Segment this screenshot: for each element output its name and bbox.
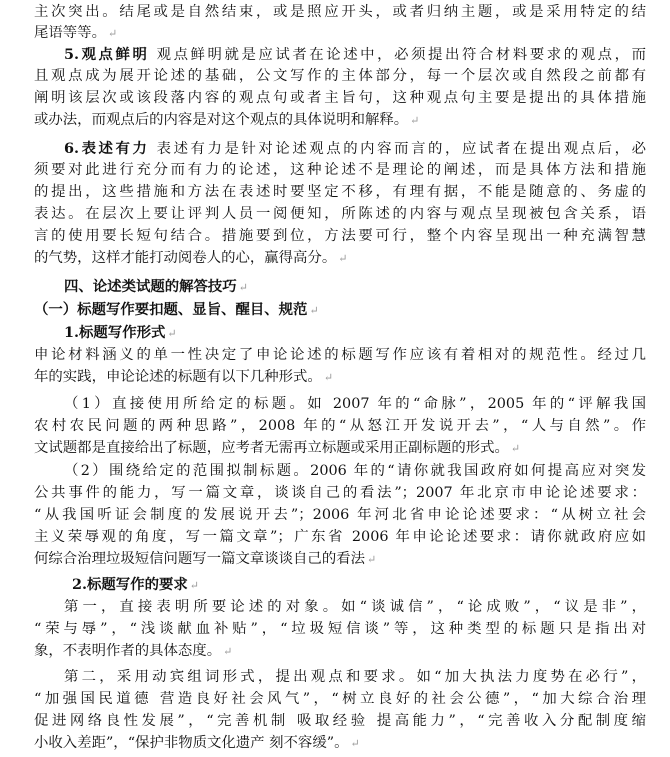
- paragraph-mark: ↵: [167, 327, 177, 340]
- line-text: “从我国听证会制度的发展说开去”；2006 年河北省申论论述要求：“从树立社会: [34, 507, 646, 523]
- section-heading: [34, 301, 646, 318]
- line-text: 促进网络良性发展”，“完善机制 吸取经验 提高能力”，“完善收入分配制度缩: [34, 713, 646, 729]
- line-text: 年的实践，申论论述的标题有以下几种形式。: [34, 369, 322, 385]
- section-heading: [64, 324, 646, 341]
- text-line: [34, 691, 646, 708]
- paragraph-mark: ↵: [367, 553, 377, 566]
- line-text: “加强国民道德 营造良好社会风气”，“树立良好的社会公德”，“加大综合治理: [34, 691, 646, 707]
- line-text: 的气势，这样才能打动阅卷人的心，赢得高分。: [34, 250, 337, 266]
- line-text: 表述有力是针对论述观点的内容而言的，应试者在提出观点后，必: [149, 141, 647, 157]
- text-line: [34, 112, 646, 129]
- line-text: 公共事件的能力，写一篇文章，谈谈自己的看法”；2007 年北京市申论论述要求：: [34, 485, 646, 501]
- text-line: [34, 440, 646, 457]
- paragraph-mark: ↵: [350, 737, 360, 750]
- line-text: 2.标题写作的要求: [72, 576, 188, 593]
- text-line: [34, 347, 646, 364]
- line-text: （2）围绕给定的范围拟制标题。2006 年的“请你就我国政府如何提高应对突发: [64, 463, 646, 479]
- line-text: 阐明该层次或该段落内容的观点句或者主旨句，这种观点句主要是提出的具体措施: [34, 90, 646, 106]
- paragraph-mark: ↵: [410, 114, 420, 127]
- line-text: 小收入差距”，“保护非物质文化遗产 刻不容缓”。: [34, 735, 349, 751]
- line-text: 文试题都是直接给出了标题，应考者无需再立标题或采用正副标题的形式。: [34, 440, 509, 456]
- line-text: 观点鲜明就是应试者在论述中，必须提出符合材料要求的观点，而: [149, 47, 647, 63]
- text-line: [34, 643, 646, 660]
- line-text: 四、论述类试题的解答技巧: [64, 278, 237, 295]
- text-line: [34, 68, 646, 85]
- text-line: [64, 669, 646, 686]
- text-line: [34, 162, 646, 179]
- line-text: 表达。在层次上要让评判人员一阅便知，所陈述的内容与观点呈现被包含关系，语: [34, 206, 646, 222]
- paragraph-mark: ↵: [107, 27, 118, 40]
- text-line: [34, 250, 646, 267]
- line-text: 农村农民问题的两种思路”，2008 年的“从怒江开发说开去”，“人与自然”。作: [34, 418, 646, 434]
- section-heading: [72, 576, 646, 593]
- text-line: [34, 529, 646, 546]
- paragraph-mark: ↵: [323, 371, 334, 384]
- text-line: [64, 46, 646, 63]
- text-line: [64, 463, 646, 480]
- line-text: 的提出，这些措施和方法在表述时要坚定不移，有理有据，不能是随意的、务虚的: [34, 184, 646, 200]
- line-text: 1.标题写作形式: [64, 324, 166, 341]
- text-line: [34, 4, 646, 21]
- line-text: （1）直接使用所给定的标题。如 2007 年的“命脉”，2005 年的“评解我国: [64, 396, 646, 412]
- line-text: “荣与辱”，“浅谈献血补贴”，“垃圾短信谈”等，这种类型的标题只是指出对: [34, 621, 646, 637]
- text-line: [64, 396, 646, 413]
- text-line: [34, 184, 646, 201]
- line-text: 主次突出。结尾或是自然结束，或是照应开头，或者归纳主题，或是采用特定的结: [34, 4, 646, 20]
- paragraph-mark: ↵: [510, 442, 521, 455]
- paragraph-mark: ↵: [309, 304, 319, 317]
- text-line: [34, 418, 646, 435]
- text-line: [34, 369, 646, 386]
- text-line: [34, 621, 646, 638]
- text-line: [34, 551, 646, 568]
- text-line: [34, 485, 646, 502]
- line-text: 须要对此进行充分而有力的论述，这种论述不是理论的阐述，而是具体方法和措施: [34, 162, 646, 178]
- paragraph-lead: 6.表述有力: [64, 140, 150, 157]
- paragraph-mark: ↵: [238, 281, 248, 294]
- text-line: [34, 206, 646, 223]
- line-text: 申论材料涵义的单一性决定了申论论述的标题写作应该有着相对的规范性。经过几: [34, 347, 646, 363]
- text-line: [34, 228, 646, 245]
- text-line: [34, 25, 646, 42]
- line-text: 或办法，而观点后的内容是对这个观点的具体说明和解释。: [34, 112, 409, 128]
- line-text: 尾语等等。: [34, 25, 106, 41]
- line-text: （一）标题写作要扣题、显旨、醒目、规范: [34, 301, 308, 318]
- paragraph-lead: 5.观点鲜明: [64, 46, 150, 63]
- line-text: 第一，直接表明所要论述的对象。如“谈诚信”，“论成败”，“议是非”，: [64, 599, 646, 615]
- line-text: 主义荣辱观的角度，写一篇文章”；广东省 2006 年申论论述要求：请你就政府应如: [34, 529, 646, 545]
- line-text: 第二，采用动宾组词形式，提出观点和要求。如“加大执法力度势在必行”，: [64, 669, 646, 685]
- paragraph-mark: ↵: [338, 252, 348, 265]
- section-heading: [64, 278, 646, 295]
- line-text: 且观点成为展开论述的基础，公文写作的主体部分，每一个层次或自然段之前都有: [34, 68, 646, 84]
- paragraph-mark: ↵: [189, 579, 199, 592]
- text-line: [34, 90, 646, 107]
- text-line: [34, 507, 646, 524]
- paragraph-mark: ↵: [223, 645, 233, 658]
- text-line: [64, 599, 646, 616]
- line-text: 象，不表明作者的具体态度。: [34, 643, 222, 659]
- line-text: 言的使用要长短句结合。措施要到位，方法要可行，整个内容呈现出一种充满智慧: [34, 228, 646, 244]
- text-line: [34, 713, 646, 730]
- line-text: 何综合治理垃圾短信问题写一篇文章谈谈自己的看法: [34, 551, 365, 567]
- text-line: [34, 735, 646, 752]
- text-line: [64, 140, 646, 157]
